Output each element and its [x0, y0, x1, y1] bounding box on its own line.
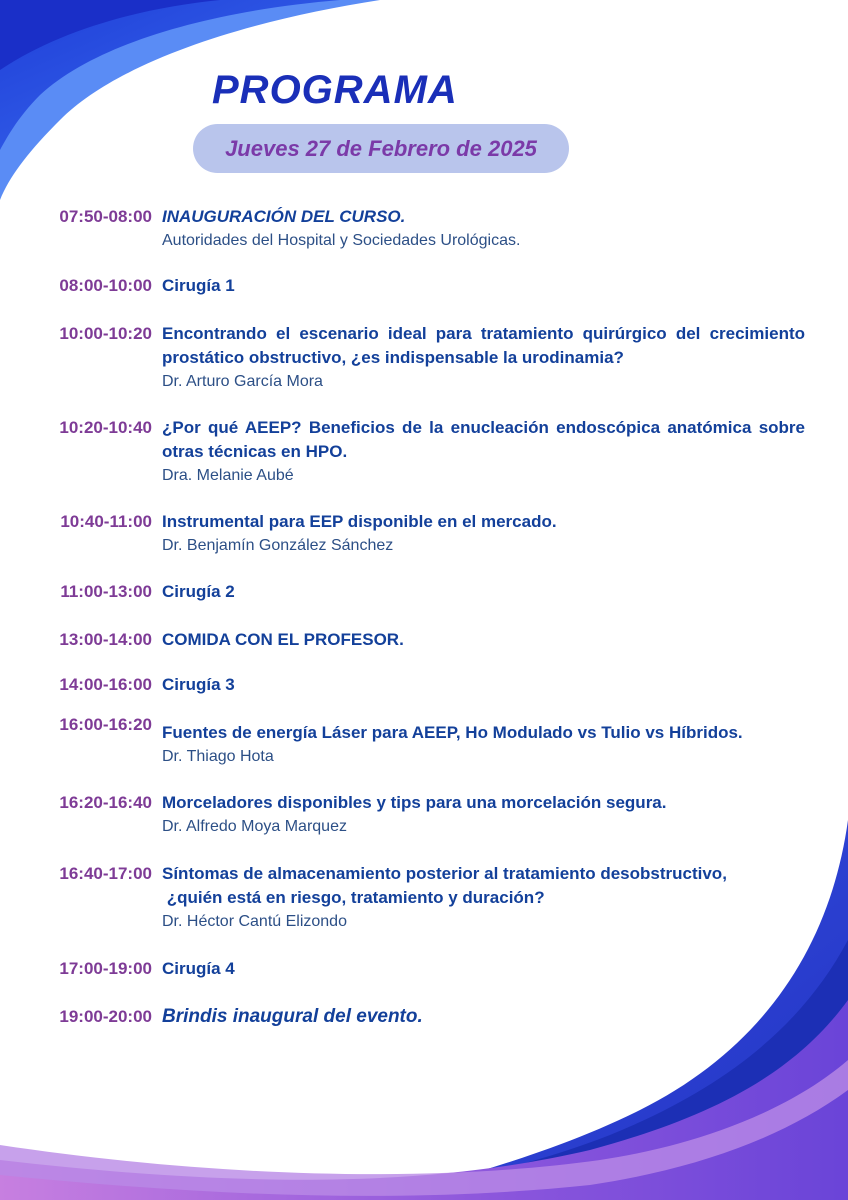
schedule-title: Fuentes de energía Láser para AEEP, Ho Modulado vs Tulio vs Híbridos.	[162, 723, 743, 742]
schedule-title: Instrumental para EEP disponible en el mercado.	[162, 512, 557, 531]
schedule-time: 08:00-10:00	[59, 276, 152, 295]
schedule-speaker: Dr. Alfredo Moya Marquez	[162, 818, 347, 835]
schedule-title: Brindis inaugural del evento.	[162, 1006, 423, 1027]
schedule-speaker: Dr. Benjamín González Sánchez	[162, 537, 394, 554]
schedule-title: Cirugía 2	[162, 582, 235, 601]
schedule-title: Encontrando el escenario ideal para tratamiento quirúrgico del crecimiento prostático obstructivo, ¿es indispensable la urodinamia?	[162, 324, 805, 367]
schedule-title-line-2: ¿quién está en riesgo, tratamiento y duración?	[162, 888, 545, 907]
schedule-title: ¿Por qué AEEP? Beneficios de la enucleación endoscópica anatómica sobre otras técnicas en HPO.	[162, 418, 805, 461]
schedule-time: 16:20-16:40	[59, 793, 152, 812]
schedule-title: INAUGURACIÓN DEL CURSO.	[162, 207, 406, 226]
schedule-speaker: Dr. Héctor Cantú Elizondo	[162, 913, 347, 930]
schedule-speaker: Dr. Arturo García Mora	[162, 373, 323, 390]
schedule-time: 14:00-16:00	[59, 675, 152, 694]
schedule-title: Cirugía 4	[162, 959, 235, 978]
schedule-title: Morceladores disponibles y tips para una morcelación segura.	[162, 793, 667, 812]
date-text: Jueves 27 de Febrero de 2025	[225, 135, 537, 161]
date-badge	[193, 124, 569, 173]
schedule-time: 10:00-10:20	[59, 324, 152, 343]
schedule-title-line-1: Síntomas de almacenamiento posterior al tratamiento desobstructivo,	[162, 864, 727, 883]
schedule-time: 10:40-11:00	[60, 512, 152, 531]
schedule-time: 19:00-20:00	[59, 1007, 152, 1026]
schedule-title: COMIDA CON EL PROFESOR.	[162, 630, 404, 649]
schedule-time: 17:00-19:00	[59, 959, 152, 978]
page-title: PROGRAMA	[212, 68, 458, 112]
schedule-speaker: Dr. Thiago Hota	[162, 748, 274, 765]
schedule-time: 10:20-10:40	[59, 418, 152, 437]
schedule-title: Cirugía 1	[162, 276, 235, 295]
schedule-time: 16:40-17:00	[59, 864, 152, 883]
schedule-time: 13:00-14:00	[59, 630, 152, 649]
schedule-speaker: Dra. Melanie Aubé	[162, 467, 294, 484]
schedule-title: Cirugía 3	[162, 675, 235, 694]
schedule-time: 07:50-08:00	[59, 207, 152, 226]
schedule-speaker: Autoridades del Hospital y Sociedades Urológicas.	[162, 232, 521, 249]
schedule-time: 11:00-13:00	[60, 582, 152, 601]
schedule-time: 16:00-16:20	[59, 715, 152, 734]
